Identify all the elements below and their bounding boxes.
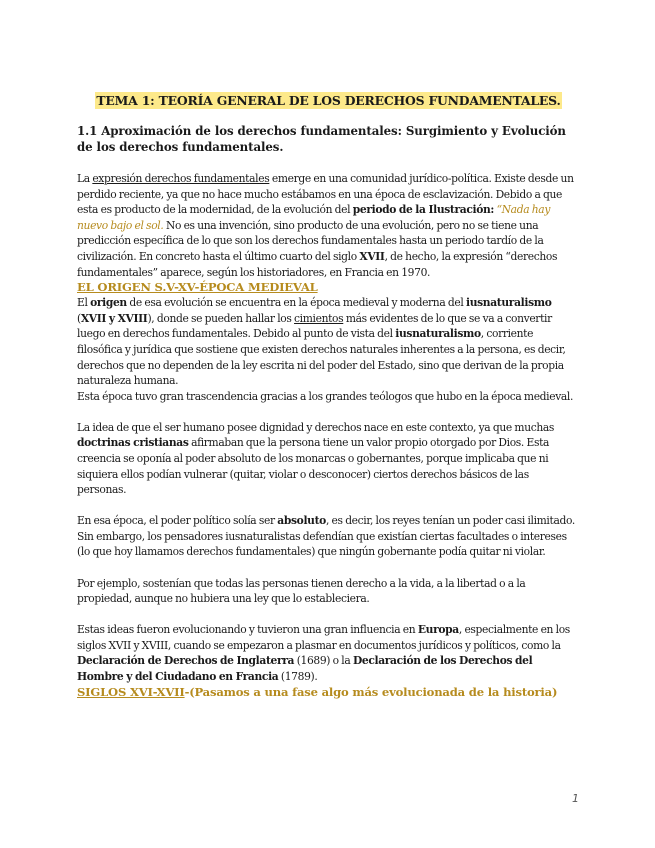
heading-origen: EL ORIGEN S.V-XV-ÉPOCA MEDIEVAL [77, 280, 318, 295]
page-number: 1 [572, 792, 579, 805]
heading-siglos: SIGLOS XVI-XVII-(Pasamos a una fase algo más evolucionada de la historia) [77, 684, 558, 699]
paragraph-europa: Estas ideas fueron evolucionando y tuvieron una gran influencia en Europa, especialmente en los siglos XVII y XVIII, cuando se empezaron a plasmar en documentos jurídicos y políticos, como la Declaración de Derechos de Inglaterra (1689) o la Declaración de los Derechos del Hombre y del Ciudadano en Francia (1789). [77, 623, 570, 684]
paragraph-dignidad: La idea de que el ser humano posee dignidad y derechos nace en este contexto, ya que muchas doctrinas cristianas afirmaban que la persona tiene un valor propio otorgado por Dios. Esta creencia se oponía al poder absoluto de los monarcas o gobernantes, porque implicaba que ni siquiera ellos podían vulnerar (quitar, violar o desconocer) ciertos derechos básicos de las personas. [77, 420, 555, 497]
underlined-term: expresión derechos fundamentales [92, 172, 270, 185]
paragraph-teologos: Esta época tuvo gran trascendencia gracias a los grandes teólogos que hubo en la época medieval. [77, 389, 574, 403]
section-heading: 1.1 Aproximación de los derechos fundamentales: Surgimiento y Evolución de los derechos fundamentales. [77, 124, 566, 154]
quote-text: “Nada hay nuevo bajo el sol. [77, 203, 551, 232]
document-title: TEMA 1: TEORÍA GENERAL DE LOS DERECHOS FUNDAMENTALES. [96, 93, 561, 108]
document-page [77, 93, 580, 699]
paragraph-intro: La expresión derechos fundamentales emerge en una comunidad jurídico-política. Existe desde un perdido reciente, ya que no hace mucho estábamos en una época de esclavización. Debido a que esta es producto de la modernidad, de la evolución del periodo de la Ilustración: “Nada hay nuevo bajo el sol. No es una invención, sino producto de una evolución, pero no se tiene una predicción específica de lo que son los derechos fundamentales hasta un periodo tardío de la civilización. En concreto hasta el último cuarto del siglo XVII, de hecho, la expresión “derechos fundamentales” aparece, según los historiadores, en Francia en 1970. [77, 172, 574, 279]
paragraph-origen: El origen de esa evolución se encuentra en la época medieval y moderna del iusnaturalismo (XVII y XVIII), donde se pueden hallar los cimientos más evidentes de lo que se va a convertir luego en derechos fundamentales. Debido al punto de vista del iusnaturalismo, corriente filosófica y jurídica que sostiene que existen derechos naturales inherentes a la persona, es decir, derechos que no dependen de la ley escrita ni del poder del Estado, sino que derivan de la propia naturaleza humana. [77, 296, 566, 388]
paragraph-absoluto: En esa época, el poder político solía ser absoluto, es decir, los reyes tenían un poder casi ilimitado. Sin embargo, los pensadores iusnaturalistas defendían que existían ciertas facultades o intereses (lo que hoy llamamos derechos fundamentales) que ningún gobernante podía quitar ni violar. [77, 514, 575, 559]
paragraph-ejemplo: Por ejemplo, sostenían que todas las personas tienen derecho a la vida, a la libertad o a la propiedad, aunque no hubiera una ley que lo estableciera. [77, 576, 526, 606]
